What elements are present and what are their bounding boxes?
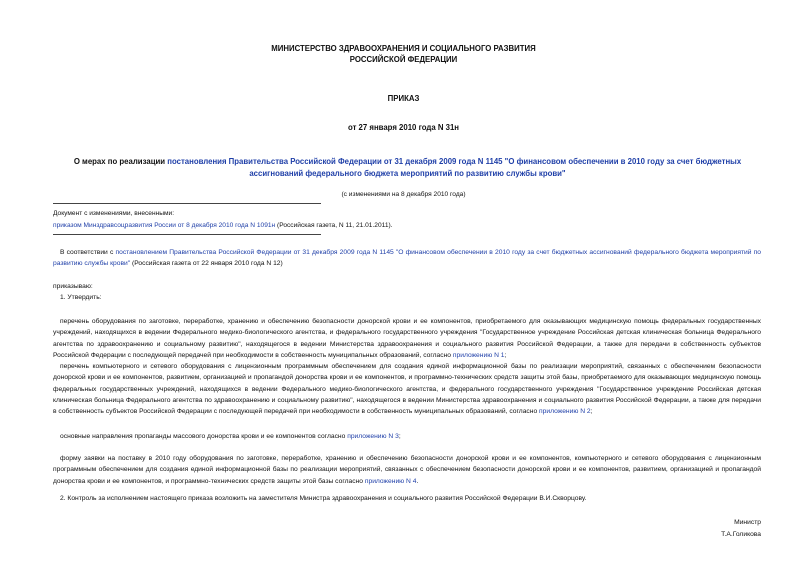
changes-line <box>53 220 393 232</box>
intro-suffix: (Российская газета от 22 января 2010 года N 12) <box>130 260 283 268</box>
order-word: приказываю: <box>53 283 93 290</box>
intro-prefix: В соответствии с <box>60 249 116 256</box>
list-item-3-text: основные направления пропаганды массового донорства крови и ее компонентов согласно <box>60 433 348 440</box>
list-item-2-text: перечень компьютерного и сетевого оборудования с лицензионным программным обеспечением для создания единой информационной базы по реализации мероприятий, связанных с обеспечением безопасности донорской крови и ее компонентов, развитием, организацией и пропагандой донорства крови и ее компонентов, и программно-технических средств защиты этой базы, приобретаемого для оказывающих медицинскую помощь федеральных государственных учреждений, находящихся в ведении Федерального медико-биологического агентства, и федерального государственного учреждения "Государственное учреждение Российская детская клиническая больница Федерального агентства по здравоохранению и социальному развитию", находящегося в ведении Министерства здравоохранения и социального развития Российской Федерации, а также для передачи в собственность субъектов Российской Федерации с последующей передачей при необходимости в собственность муниципальных образований, согласно <box>53 363 761 416</box>
changes-note: (с изменениями на 8 декабря 2010 года) <box>341 191 466 198</box>
appendix-4-link[interactable]: приложению N 4 <box>364 477 417 485</box>
list-item-2-end: ; <box>590 408 593 416</box>
item-2: 2. Контроль за исполнением настоящего приказа возложить на заместителя Министра здравоохранения и социального развития Российской Федерации В.И.Скворцову. <box>60 495 587 502</box>
resolution-link[interactable]: постановления Правительства Российской Федерации от 31 декабря 2009 года N 1145 "О финансовом обеспечении в 2010 году за счет бюджетных ассигнований федерального бюджета мероприятий по развитию службы крови" <box>167 157 742 178</box>
separator-top <box>53 203 321 204</box>
intro-resolution-link[interactable]: постановлением Правительства Российской Федерации от 31 декабря 2009 года N 1145 "О финансовом обеспечении в 2010 году за счет бюджетных ассигнований федерального бюджета мероприятий по развитию службы крови" <box>53 249 761 268</box>
doc-title-prefix: О мерах по реализации <box>73 157 168 166</box>
list-item-3-end: ; <box>398 433 401 440</box>
doc-type: ПРИКАЗ <box>387 94 420 103</box>
changes-label: Документ с изменениями, внесенными: <box>53 210 175 217</box>
ministry-name <box>0 43 807 65</box>
amendment-order-link[interactable]: приказом Минздравсоцразвития России от 8 декабря 2010 года N 1091н <box>53 221 276 229</box>
ministry-line-1: МИНИСТЕРСТВО ЗДРАВООХРАНЕНИЯ И СОЦИАЛЬНОГО РАЗВИТИЯ <box>271 44 536 53</box>
list-item-2 <box>53 361 761 417</box>
list-item-4 <box>53 453 761 487</box>
signature-name: Т.А.Голикова <box>721 530 761 538</box>
doc-date: от 27 января 2010 года N 31н <box>348 123 459 132</box>
appendix-2-link[interactable]: приложению N 2 <box>539 408 591 416</box>
signature-role: Министр <box>734 519 761 526</box>
signature-block <box>721 517 761 540</box>
list-item-4-text: форму заявки на поставку в 2010 году оборудования по заготовке, переработке, хранению и обеспечению безопасности донорской крови и ее компонентов, компьютерного и сетевого оборудования с лицензионным программным обеспечением для создания единой информационной базы по реализации мероприятий, связанных с обеспечением безопасности донорской крови и ее компонентов, развитием, организацией и пропагандой донорства крови и ее компонентов, и программно-технических средств защиты этой базы согласно <box>53 455 761 485</box>
appendix-1-link[interactable]: приложению N 1 <box>452 351 505 359</box>
intro-paragraph <box>53 247 761 270</box>
list-item-1-end: ; <box>504 351 507 359</box>
changes-block <box>53 208 393 231</box>
list-item-1 <box>53 316 761 361</box>
list-item-3 <box>53 431 761 442</box>
doc-title <box>52 156 763 179</box>
separator-bottom <box>53 234 321 235</box>
changes-suffix: (Российская газета, N 11, 21.01.2011). <box>275 221 393 229</box>
item-1: 1. Утвердить: <box>60 294 102 301</box>
list-item-4-end: . <box>416 477 419 485</box>
list-item-1-text: перечень оборудования по заготовке, переработке, хранению и обеспечению безопасности донорской крови и ее компонентов, приобретаемого для оказывающих медицинскую помощь федеральных государственных учреждений, находящихся в ведении Федерального медико-биологического агентства, и федерального государственного учреждения "Государственное учреждение Российская детская клиническая больница Федерального агентства по здравоохранению и социальному развитию", находящегося в ведении Министерства здравоохранения и социального развития Российской Федерации, а также для передачи в собственность субъектов Российской Федерации с последующей передачей при необходимости в собственность муниципальных образований, согласно <box>53 318 761 359</box>
appendix-3-link[interactable]: приложению N 3 <box>347 433 399 440</box>
ministry-line-2: РОССИЙСКОЙ ФЕДЕРАЦИИ <box>349 55 458 64</box>
